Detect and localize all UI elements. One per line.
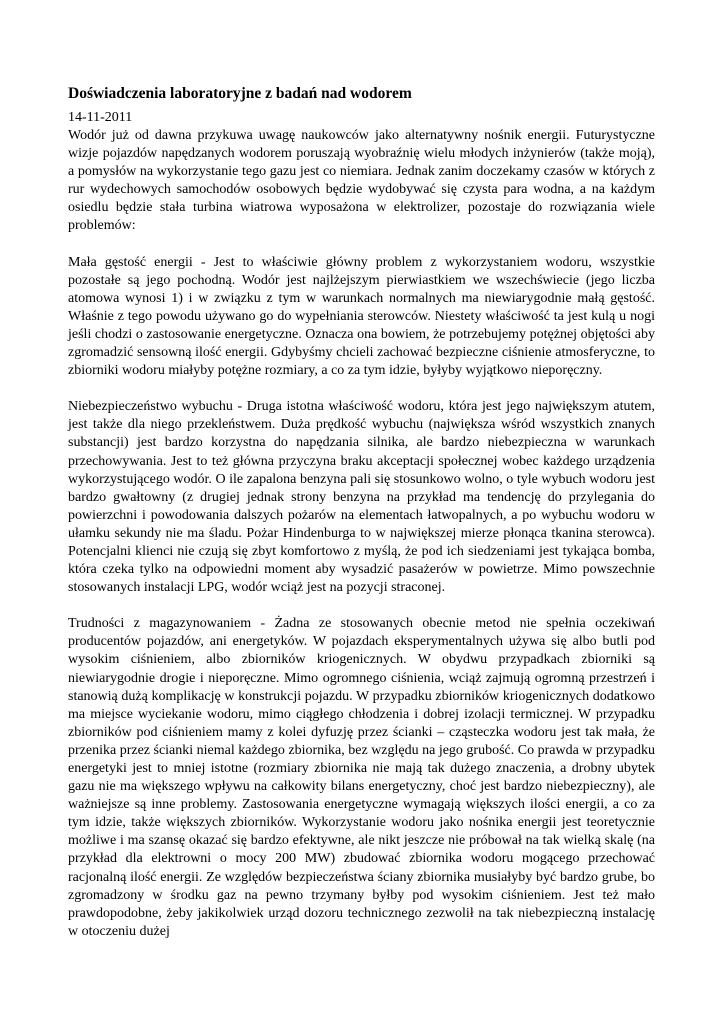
paragraph-intro: Wodór już od dawna przykuwa uwagę naukowców jako alternatywny nośnik energii. Futurystyczne wizje pojazdów napędzanych wodorem poruszają wyobraźnię wielu młodych inżynierów (także moją), a pomysłów na wykorzystanie tego gazu jest co niemiara. Jednak zanim doczekamy czasów w których z rur wydechowych samochodów osobowych będzie wydobywać się czysta para wodna, a na każdym osiedlu będzie stała turbina wiatrowa wyposażona w elektrolizer, pozostaje do rozwiązania wiele problemów: — [68, 128, 655, 234]
paragraph-energy-density: Mała gęstość energii - Jest to właściwie główny problem z wykorzystaniem wodoru, wszystkie pozostałe są jego pochodną. Wodór jest najlżejszym pierwiastkiem we wszechświecie (jego liczba atomowa wynosi 1) i w związku z tym w warunkach normalnych ma niewiarygodnie małą gęstość. Właśnie z tego powodu używano go do wypełniania sterowców. Niestety właściwość ta jest kulą u nogi jeśli chodzi o zastosowanie energetyczne. Oznacza ona bowiem, że potrzebujemy potężnej objętości aby zgromadzić sensowną ilość energii. Gdybyśmy chcieli zachować bezpieczne ciśnienie atmosferyczne, to zbiorniki wodoru miałyby potężne rozmiary, a co za tym idzie, byłyby wyjątkowo nieporęczny. — [68, 254, 655, 379]
document-date: 14-11-2011 — [68, 110, 133, 125]
paragraph-storage: Trudności z magazynowaniem - Żadna ze stosowanych obecnie metod nie spełnia oczekiwań producentów pojazdów, ani energetyków. W pojazdach eksperymentalnych używa się albo butli pod wysokim ciśnieniem, albo zbiorników kriogenicznych. W obydwu przypadkach zbiorniki są niewiarygodnie drogie i nieporęczne. Mimo ogromnego ciśnienia, wciąż zajmują ogromną przestrzeń i stanowią dużą komplikację w konstrukcji pojazdu. W przypadku zbiorników kriogenicznych dodatkowo ma miejsce wyciekanie wodoru, mimo ciągłego chłodzenia i dobrej izolacji termicznej. W przypadku zbiorników pod ciśnieniem mamy z kolei dyfuzję przez ścianki – cząsteczka wodoru jest tak mała, że przenika przez ścianki niemal każdego zbiornika, bez względu na jego grubość. Co prawda w przypadku energetyki jest to mniej istotne (rozmiary zbiornika nie mają tak dużego znaczenia, a drobny ubytek gazu nie ma większego wpływu na całkowity bilans energetyczny, choć jest bardzo niebezpieczny), ale ważniejsze są inne problemy. Zastosowania energetyczne wymagają większych ilości energii, a co za tym idzie, także większych zbiorników. Wykorzystanie wodoru jako nośnika energii jest teoretycznie możliwe i ma szansę okazać się bardzo efektywne, ale nikt jeszcze nie próbował na tak wielką skalę (na przykład dla elektrowni o mocy 200 MW) zbudować zbiornika wodoru mogącego przechować racjonalną ilość energii. Ze względów bezpieczeństwa ściany zbiornika musiałyby być bardzo grube, bo zgromadzony w środku gaz na pewno trzymany byłby pod wysokim ciśnieniem. Jest też mało prawdopodobne, żeby jakikolwiek urząd dozoru technicznego zezwolił na tak niebezpieczną instalację w otoczeniu dużej — [68, 616, 655, 939]
document-page — [68, 84, 655, 941]
document-title: Doświadczenia laboratoryjne z badań nad wodorem — [68, 85, 412, 102]
paragraph-explosion-risk: Niebezpieczeństwo wybuchu - Druga istotna właściwość wodoru, która jest jego największym atutem, jest także dla niego przekleństwem. Duża prędkość wybuchu (największa wśród wszystkich znanych substancji) jest bardzo korzystna do napędzania silnika, ale bardzo niebezpieczna w warunkach przechowywania. Jest to też główna przyczyna braku akceptacji społecznej wobec każdego urządzenia wykorzystującego wodór. O ile zapalona benzyna pali się stosunkowo wolno, o tyle wybuch wodoru jest bardzo gwałtowny (z drugiej jednak strony benzyna na przykład ma tendencję do przylegania do powierzchni i powodowania dalszych pożarów na elementach łatwopalnych, a po wybuchu wodoru w ułamku sekundy nie ma śladu. Pożar Hindenburga to w największej mierze płonąca tkanina sterowca). Potencjalni klienci nie czują się zbyt komfortowo z myślą, że pod ich siedzeniami jest tykająca bomba, która czeka tylko na odpowiedni moment aby wysadzić pasażerów w powietrze. Mimo powszechnie stosowanych instalacji LPG, wodór wciąż jest na pozycji straconej. — [68, 399, 655, 596]
